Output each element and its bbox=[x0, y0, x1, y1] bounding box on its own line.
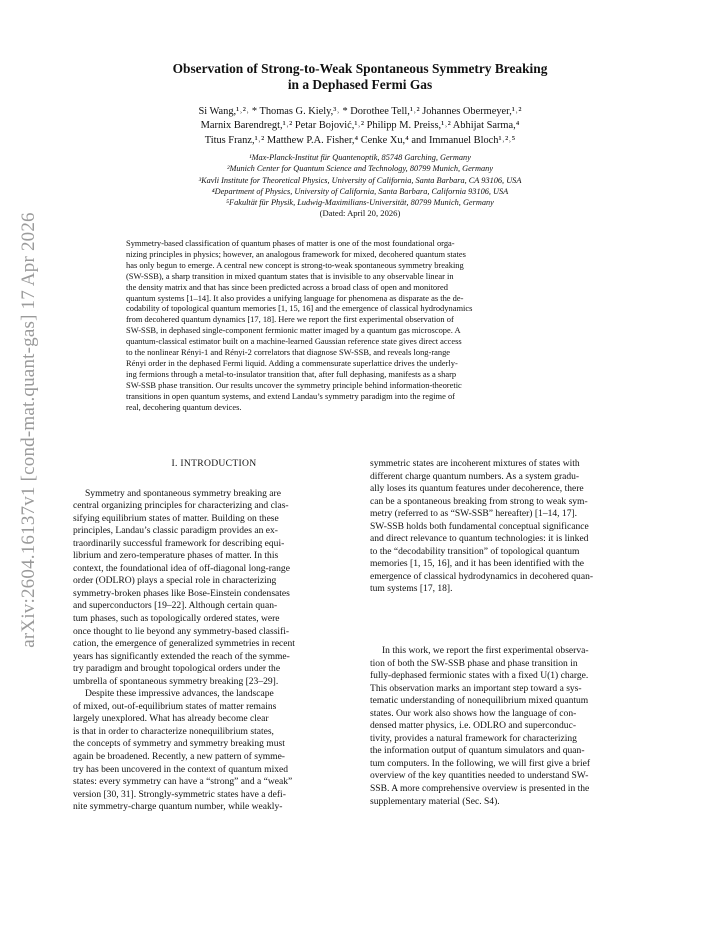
column-gap bbox=[370, 596, 652, 645]
body-line: umbrella of spontaneous symmetry breaking [23–29]. bbox=[73, 675, 279, 687]
body-line: order (ODLRO) plays a special role in characterizing bbox=[73, 575, 277, 587]
author-line: Marnix Barendregt,¹˒² Petar Bojović,¹˒² Philipp M. Preiss,¹˒² Abhijat Sarma,⁴ bbox=[200, 120, 520, 132]
body-line: tum computers. In the following, we will first give a brief bbox=[370, 757, 591, 769]
right-column bbox=[370, 458, 652, 808]
affiliation-line: ²Munich Center for Quantum Science and Technology, 80799 Munich, Germany bbox=[226, 164, 494, 174]
abstract-line: ing fermions through a metal-to-insulator transition that, after full dephasing, manifests as a sharp bbox=[126, 368, 457, 379]
body-line: ally loses its quantum features under decoherence, there bbox=[370, 483, 584, 495]
abstract-line: transitions in open quantum systems, and extend Landau’s symmetry paradigm into the regime of bbox=[126, 390, 455, 401]
body-line: try has been uncovered in the context of quantum mixed bbox=[73, 763, 289, 775]
body-line: tum systems [17, 18]. bbox=[370, 583, 453, 595]
body-line: memories [1, 15, 16], and it has been identified with the bbox=[370, 558, 584, 570]
abstract-line: (SW-SSB), a sharp transition in mixed quantum states that is invisible to any observable linear in bbox=[126, 270, 454, 281]
abstract-line: real, decohering quantum devices. bbox=[126, 401, 242, 412]
body-line: years has significantly extended the reach of the symme- bbox=[73, 650, 290, 662]
body-line: cation, the emergence of generalized symmetries in recent bbox=[73, 638, 295, 650]
body-line: context, the foundational idea of off-diagonal long-range bbox=[73, 562, 290, 574]
body-line: symmetric states are incoherent mixtures of states with bbox=[370, 458, 580, 469]
abstract-line: to the nonlinear Rényi-1 and Rényi-2 correlators that diagnose SW-SSB, and reveals long-range bbox=[126, 347, 451, 358]
body-line: emergence of classical hydrodynamics in decohered quan- bbox=[370, 570, 594, 582]
body-line: largely unexplored. What has already become clear bbox=[73, 713, 269, 725]
author-list bbox=[100, 105, 620, 148]
abstract bbox=[126, 238, 597, 413]
affiliation-list bbox=[100, 152, 620, 220]
abstract-line: SW-SSB phase transition. Our results uncover the symmetry principle behind information-theoretic bbox=[126, 379, 462, 390]
body-line: can be a spontaneous breaking from strong to weak sym- bbox=[370, 495, 588, 507]
body-line: librium and zero-temperature phases of matter. In this bbox=[73, 550, 279, 562]
body-line: tum phases, such as topologically ordered states, were bbox=[73, 613, 280, 625]
body-line: fully-dephased fermionic states with a fixed U(1) charge. bbox=[370, 670, 589, 682]
body-line: supplementary material (Sec. S4). bbox=[370, 795, 500, 807]
title-line: Observation of Strong-to-Weak Spontaneous Symmetry Breaking bbox=[172, 61, 548, 76]
body-line: of mixed, out-of-equilibrium states of matter remains bbox=[73, 700, 277, 712]
affiliation-line: ³Kavli Institute for Theoretical Physics, University of California, Santa Barbara, CA 93106, USA bbox=[198, 175, 522, 185]
body-line: nite symmetry-charge quantum number, while weakly- bbox=[73, 801, 283, 813]
body-line: try paradigm and brought topological orders under the bbox=[73, 663, 281, 675]
paper-title bbox=[110, 61, 610, 93]
body-line: overview of the key quantities needed to understand SW- bbox=[370, 770, 589, 782]
body-line: Symmetry and spontaneous symmetry breaking are bbox=[85, 487, 281, 499]
date-line: (Dated: April 20, 2026) bbox=[319, 208, 401, 219]
body-line: principles, Landau’s classic paradigm provides an ex- bbox=[73, 525, 278, 537]
body-line: once thought to lie beyond any symmetry-based classifi- bbox=[73, 625, 290, 637]
title-line: in a Dephased Fermi Gas bbox=[287, 77, 433, 92]
body-line: sifying equilibrium states of matter. Building on these bbox=[73, 512, 279, 524]
body-line: tematic understanding of nonequilibrium mixed quantum bbox=[370, 695, 589, 707]
abstract-line: quantum systems [1–14]. It also provides a unifying language for phenomena as disparate as the de- bbox=[126, 292, 464, 303]
author-line: Titus Franz,¹˒² Matthew P.A. Fisher,⁴ Cenke Xu,⁴ and Immanuel Bloch¹˒²˒⁵ bbox=[204, 134, 516, 146]
body-line: and superconductors [19–22]. Although certain quan- bbox=[73, 600, 278, 612]
body-line: different charge quantum numbers. As a system gradu- bbox=[370, 470, 580, 482]
affiliation-line: ⁴Department of Physics, University of California, Santa Barbara, California 93106, USA bbox=[211, 186, 509, 196]
body-line: tion of both the SW-SSB phase and phase transition in bbox=[370, 657, 578, 669]
body-line: This observation marks an important step toward a sys- bbox=[370, 682, 582, 694]
abstract-line: the density matrix and that has since been predicted across a broad class of open and monitored bbox=[126, 281, 448, 292]
body-line: SSB. A more comprehensive overview is presented in the bbox=[370, 783, 590, 795]
body-line: In this work, we report the first experimental observa- bbox=[382, 645, 589, 657]
abstract-line: Symmetry-based classification of quantum phases of matter is one of the most foundational orga- bbox=[126, 238, 455, 248]
arxiv-sidebar-stamp bbox=[14, 190, 44, 670]
body-line: traordinarily successful framework for describing equi- bbox=[73, 537, 285, 549]
body-line: densed matter physics, i.e. ODLRO and superconduc- bbox=[370, 720, 576, 732]
body-line: metry (referred to as “SW-SSB” hereafter) [1–14, 17]. bbox=[370, 508, 578, 520]
body-line: the information output of quantum simulators and quan- bbox=[370, 745, 585, 757]
body-line: the concepts of symmetry and symmetry breaking must bbox=[73, 738, 285, 750]
author-line: Si Wang,¹˒²˒ * Thomas G. Kiely,³˒ * Dorothee Tell,¹˒² Johannes Obermeyer,¹˒² bbox=[198, 106, 522, 117]
body-line: version [30, 31]. Strongly-symmetric states have a defi- bbox=[73, 788, 286, 800]
abstract-line: quantum-classical estimator built on a machine-learned Gaussian reference state gives direct access bbox=[126, 336, 462, 347]
body-line: states: every symmetry can have a “strong” and a “weak” bbox=[73, 776, 293, 788]
section-heading: I. INTRODUCTION bbox=[171, 458, 257, 469]
body-line: symmetry-broken phases like Bose-Einstein condensates bbox=[73, 587, 290, 599]
body-line: again be broadened. Recently, a new pattern of symme- bbox=[73, 751, 285, 763]
abstract-line: codability of topological quantum memories [1, 15, 16] and the emergence of classical hydrodynamics bbox=[126, 303, 473, 314]
body-line: and direct relevance to quantum technologies: it is linked bbox=[370, 533, 589, 545]
affiliation-line: ⁵Fakultät für Physik, Ludwig-Maximilians-Universität, 80799 Munich, Germany bbox=[226, 198, 494, 208]
abstract-line: has only begun to emerge. A central new concept is strong-to-weak spontaneous symmetry breaking bbox=[126, 259, 464, 270]
body-line: is that in order to characterize nonequilibrium states, bbox=[73, 725, 274, 737]
abstract-line: Rényi order in the dephased Fermi liquid. Adding a commensurate superlattice drives the underly- bbox=[126, 357, 458, 368]
body-line: SW-SSB holds both fundamental conceptual significance bbox=[370, 520, 589, 532]
affiliation-line: ¹Max-Planck-Institut für Quantenoptik, 85748 Garching, Germany bbox=[249, 153, 471, 162]
abstract-line: nizing principles in physics; however, an analogous framework for mixed, decohered quantum states bbox=[126, 248, 466, 259]
abstract-line: from decohered quantum dynamics [17, 18]. Here we report the first experimental observation of bbox=[126, 314, 454, 325]
body-line: to the “decodability transition” of topological quantum bbox=[370, 545, 580, 557]
abstract-line: SW-SSB, in dephased single-component fermionic matter imaged by a quantum gas microscope. A bbox=[126, 325, 461, 336]
body-line: states. Our work also shows how the language of con- bbox=[370, 707, 577, 719]
body-line: Despite these impressive advances, the landscape bbox=[85, 688, 274, 700]
arxiv-identifier: arXiv:2604.16137v1 [cond-mat.quant-gas] 17 Apr 2026 bbox=[18, 212, 39, 648]
left-column bbox=[73, 458, 355, 814]
body-line: tivity, provides a natural framework for characterizing bbox=[370, 732, 577, 744]
body-line: central organizing principles for characterizing and clas- bbox=[73, 500, 289, 512]
